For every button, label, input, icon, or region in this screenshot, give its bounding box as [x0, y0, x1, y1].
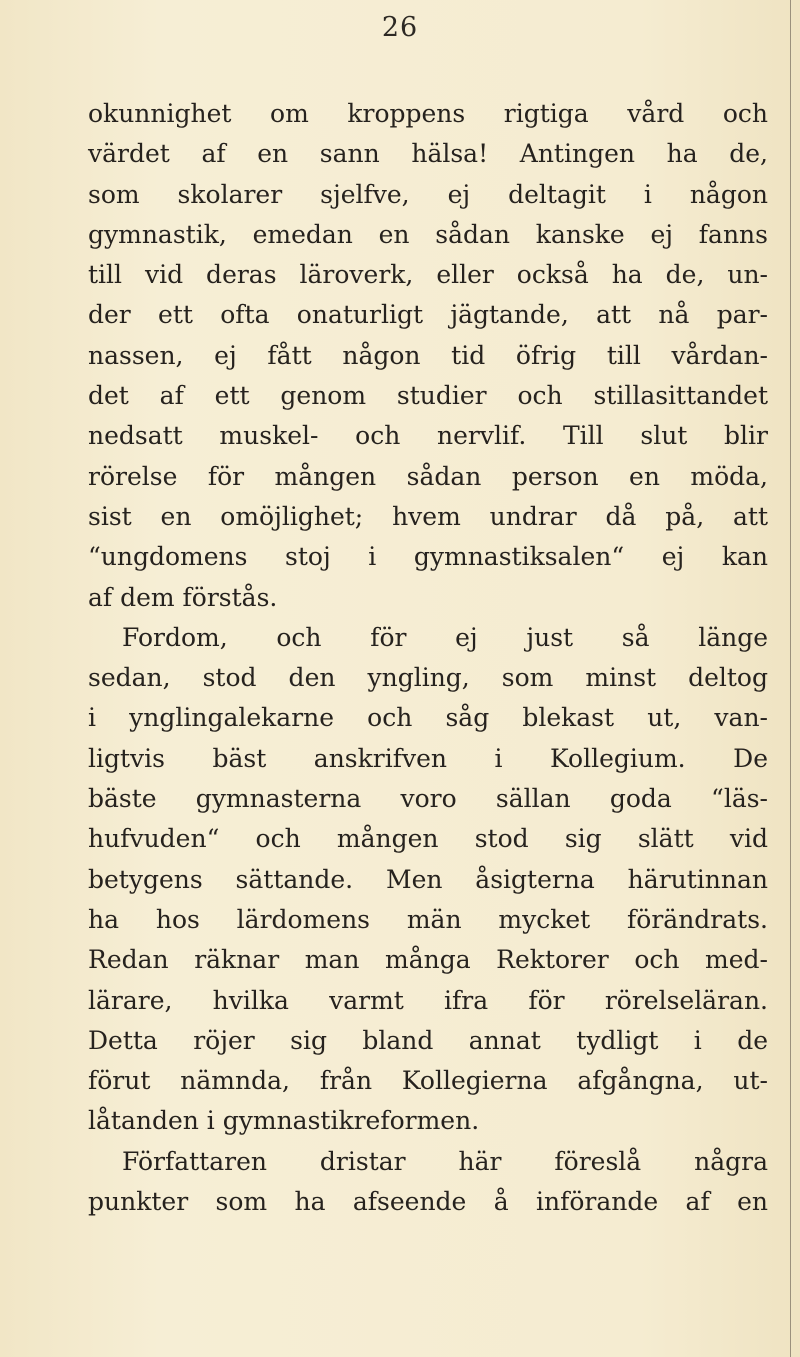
page-number: 26: [381, 12, 419, 43]
text-line: sist en omöjlighet; hvem undrar då på, att: [88, 501, 768, 531]
text-line: lärare, hvilka varmt ifra för rörelseläran.: [88, 985, 768, 1015]
text-line: af dem förstås.: [88, 582, 278, 612]
text-line: till vid deras läroverk, eller också ha de, un-: [88, 260, 768, 290]
text-line: rörelse för mången sådan person en möda,: [88, 461, 768, 491]
text-line: värdet af en sann hälsa! Antingen ha de,: [88, 139, 768, 169]
page-edge: [790, 0, 791, 1357]
body-text: [88, 94, 768, 1222]
text-line: “ungdomens stoj i gymnastiksalen“ ej kan: [88, 542, 768, 572]
text-line: ligtvis bäst anskrifven i Kollegium. De: [88, 743, 768, 773]
text-line: okunnighet om kroppens rigtiga vård och: [88, 99, 768, 128]
paragraph-start-line: Fordom, och för ej just så länge: [122, 622, 768, 652]
text-line: förut nämnda, från Kollegierna afgångna, ut-: [88, 1066, 768, 1096]
text-line: Redan räknar man många Rektorer och med-: [88, 945, 768, 975]
text-line: der ett ofta onaturligt jägtande, att nå par-: [88, 300, 768, 330]
text-line: ha hos lärdomens män mycket förändrats.: [88, 904, 768, 934]
text-line: det af ett genom studier och stillasittandet: [88, 381, 768, 411]
text-line: hufvuden“ och mången stod sig slätt vid: [88, 824, 768, 854]
text-line: punkter som ha afseende å införande af en: [88, 1187, 768, 1217]
text-line: gymnastik, emedan en sådan kanske ej fanns: [88, 219, 768, 249]
text-line: betygens sättande. Men åsigterna härutinnan: [88, 864, 768, 894]
text-line: som skolarer sjelfve, ej deltagit i någon: [88, 179, 768, 209]
text-line: låtanden i gymnastikreformen.: [88, 1106, 480, 1136]
text-line: sedan, stod den yngling, som minst deltog: [88, 663, 768, 693]
text-line: i ynglingalekarne och såg blekast ut, van-: [88, 703, 768, 733]
text-line: nedsatt muskel- och nervlif. Till slut blir: [88, 421, 768, 451]
text-line: bäste gymnasterna voro sällan goda “läs-: [88, 784, 768, 814]
text-line: nassen, ej fått någon tid öfrig till vårdan-: [88, 340, 768, 370]
text-line: Detta röjer sig bland annat tydligt i de: [88, 1025, 768, 1055]
paragraph-start-line: Författaren dristar här föreslå några: [122, 1146, 768, 1176]
